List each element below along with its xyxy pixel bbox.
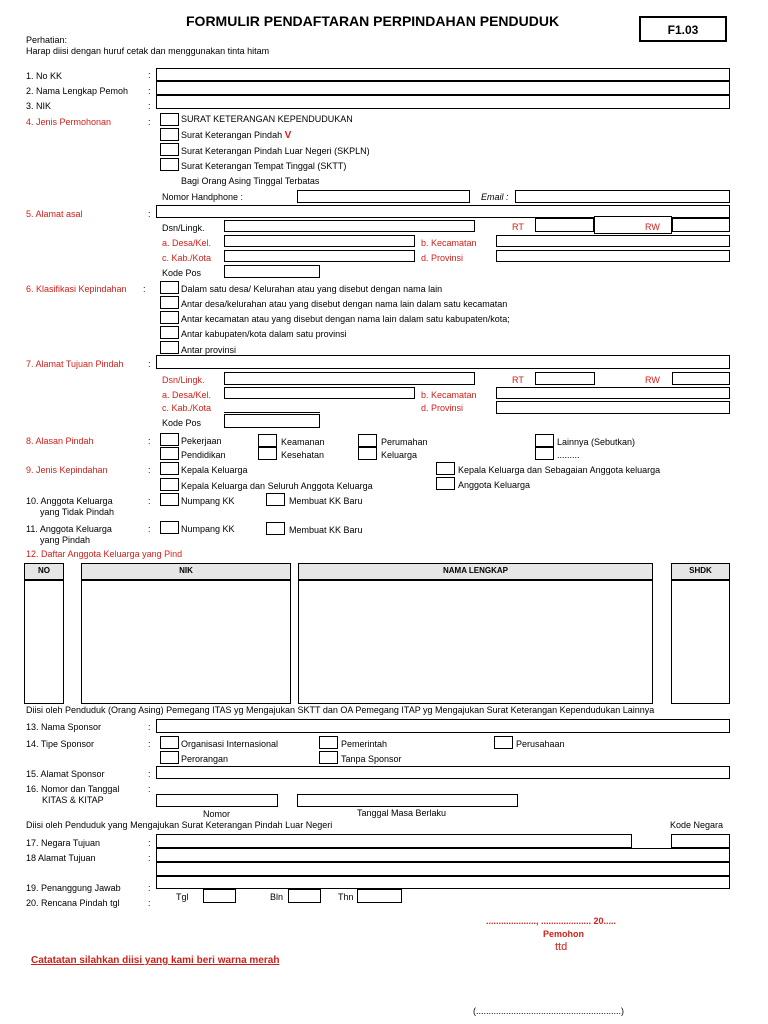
kab-input[interactable]: [224, 250, 415, 262]
tidak-pindah-baru: Membuat KK Baru: [289, 496, 363, 506]
table-header-shdk: SHDK: [671, 563, 730, 580]
colon: :: [148, 784, 151, 794]
kecamatan-label: b. Kecamatan: [421, 238, 477, 248]
daftar-anggota-label: 12. Daftar Anggota Keluarga yang Pind: [26, 549, 183, 559]
email-input[interactable]: [515, 190, 730, 203]
desa-label: a. Desa/Kel.: [162, 238, 212, 248]
kodepos-input[interactable]: [224, 265, 320, 278]
no-kk-input[interactable]: [156, 68, 730, 81]
sponsor-org: Organisasi Internasional: [181, 739, 279, 749]
alamat-tujuan-ln-input-2[interactable]: [156, 862, 730, 876]
signature-name-line[interactable]: (..........................................................): [473, 1006, 625, 1016]
permohonan-checkbox-3[interactable]: [160, 143, 179, 156]
permohonan-option-1: SURAT KETERANGAN KEPENDUDUKAN: [181, 114, 353, 124]
permohonan-option-2: Surat Keterangan Pindah V: [181, 130, 292, 141]
kitas-tanggal-label: Tanggal Masa Berlaku: [357, 808, 447, 818]
klasifikasi-option-1: Dalam satu desa/ Kelurahan atau yang disebut dengan nama lain: [181, 284, 443, 294]
sponsor-tipe-label: 14. Tipe Sponsor: [26, 739, 95, 749]
desa-tujuan-input[interactable]: [224, 387, 415, 399]
kitas-nomor-label: Nomor: [203, 809, 231, 819]
table-header-nama: NAMA LENGKAP: [298, 563, 653, 580]
rw-box: [594, 216, 672, 234]
pemohon-label: Pemohon: [543, 929, 585, 939]
phone-label: Nomor Handphone :: [162, 192, 244, 202]
foreign-note: Diisi oleh Penduduk (Orang Asing) Pemegang ITAS yg Mengajukan SKTT dan OA Pemegang ITAP yg Mengajukan Surat Keterangan Kependudukan Lainnya: [26, 705, 655, 715]
place-date: ...................., .................... 20.....: [486, 916, 617, 926]
kitas-nomor-input[interactable]: [156, 794, 278, 807]
pindah-baru-checkbox[interactable]: [266, 522, 285, 535]
alasan-kesehatan-checkbox[interactable]: [258, 447, 277, 460]
alasan-pendidikan: Pendidikan: [181, 450, 226, 460]
negara-tujuan-label: 17. Negara Tujuan: [26, 838, 101, 848]
kab-tujuan-line[interactable]: [224, 399, 320, 413]
kepindahan-anggota: Anggota Keluarga: [458, 480, 531, 490]
colon: :: [148, 101, 151, 111]
rw-tujuan-label: RW: [645, 375, 660, 385]
permohonan-checkbox-1[interactable]: [160, 113, 179, 126]
thn-input[interactable]: [357, 889, 402, 903]
alasan-lainnya-checkbox-2[interactable]: [535, 447, 554, 460]
colon: :: [148, 898, 151, 908]
table-column-nama[interactable]: [298, 580, 653, 704]
rt-tujuan-input[interactable]: [535, 372, 595, 385]
klasifikasi-option-2: Antar desa/kelurahan atau yang disebut dengan nama lain dalam satu kecamatan: [181, 299, 508, 309]
alasan-pekerjaan-checkbox[interactable]: [160, 433, 179, 446]
kepindahan-kk-checkbox[interactable]: [160, 462, 179, 475]
sponsor-nama-label: 13. Nama Sponsor: [26, 722, 102, 732]
dsn-tujuan-input[interactable]: [224, 372, 475, 385]
tidak-pindah-numpang-checkbox[interactable]: [160, 493, 179, 506]
kode-negara-input[interactable]: [671, 834, 730, 848]
colon: :: [148, 496, 151, 506]
alamat-tujuan-ln-label: 18 Alamat Tujuan: [26, 853, 96, 863]
klasifikasi-option-3: Antar kecamatan atau yang disebut dengan nama lain dalam satu kabupaten/kota;: [181, 314, 510, 324]
kitas-tanggal-input[interactable]: [297, 794, 518, 807]
rt-input[interactable]: [535, 218, 594, 232]
colon: :: [148, 465, 151, 475]
penanggung-label: 19. Penanggung Jawab: [26, 883, 121, 893]
klasifikasi-checkbox-1[interactable]: [160, 281, 179, 294]
alasan-keamanan-checkbox[interactable]: [258, 434, 277, 447]
alasan-pendidikan-checkbox[interactable]: [160, 447, 179, 460]
dsn-label: Dsn/Lingk.: [162, 223, 205, 233]
colon: :: [148, 359, 151, 369]
colon: :: [148, 739, 151, 749]
table-column-nik[interactable]: [81, 580, 291, 704]
desa-tujuan-label: a. Desa/Kel.: [162, 390, 212, 400]
pindah-baru: Membuat KK Baru: [289, 525, 363, 535]
nik-input[interactable]: [156, 95, 730, 109]
tgl-label: Tgl: [176, 892, 189, 902]
alasan-keluarga: Keluarga: [381, 450, 418, 460]
colon: :: [148, 722, 151, 732]
alasan-lainnya: Lainnya (Sebutkan): [557, 437, 636, 447]
alamat-tujuan-ln-input[interactable]: [156, 848, 730, 862]
rw-tujuan-input[interactable]: [672, 372, 730, 385]
nik-label: 3. NIK: [26, 101, 52, 111]
desa-input[interactable]: [224, 235, 415, 247]
nama-input[interactable]: [156, 81, 730, 95]
colon: :: [148, 838, 151, 848]
dsn-input[interactable]: [224, 220, 475, 232]
klasifikasi-checkbox-2[interactable]: [160, 296, 179, 309]
alasan-perumahan-checkbox[interactable]: [358, 434, 377, 447]
bln-input[interactable]: [288, 889, 321, 903]
colon: :: [148, 436, 151, 446]
klasifikasi-checkbox-3[interactable]: [160, 311, 179, 324]
rt-label: RT: [512, 222, 524, 232]
rw-label: RW: [645, 222, 660, 232]
permohonan-option-3: Surat Keterangan Pindah Luar Negeri (SKPLN): [181, 146, 370, 156]
sponsor-org-checkbox[interactable]: [160, 736, 179, 749]
colon: :: [148, 853, 151, 863]
anggota-tidak-pindah-label-2: yang Tidak Pindah: [40, 507, 115, 517]
alasan-lainnya-checkbox[interactable]: [535, 434, 554, 447]
table-header-nik: NIK: [81, 563, 291, 580]
kecamatan-tujuan-label: b. Kecamatan: [421, 390, 477, 400]
sponsor-pemerintah: Pemerintah: [341, 739, 388, 749]
sponsor-alamat-label: 15. Alamat Sponsor: [26, 769, 105, 779]
kodepos-tujuan-label: Kode Pos: [162, 418, 202, 428]
provinsi-input[interactable]: [496, 250, 730, 262]
alasan-perumahan: Perumahan: [381, 437, 428, 447]
permohonan-checkbox-4[interactable]: [160, 158, 179, 171]
kab-tujuan-label: c. Kab./Kota: [162, 403, 212, 413]
rw-input[interactable]: [672, 218, 730, 232]
sponsor-perusahaan-checkbox[interactable]: [494, 736, 513, 749]
jenis-permohonan-label: 4. Jenis Permohonan: [26, 117, 112, 127]
footnote: Catatatan silahkan diisi yang kami beri warna merah: [31, 955, 280, 966]
anggota-tidak-pindah-label: 10. Anggota Keluarga: [26, 496, 113, 506]
colon: :: [148, 86, 151, 96]
alamat-asal-label: 5. Alamat asal: [26, 209, 83, 219]
tgl-input[interactable]: [203, 889, 236, 903]
dsn-tujuan-label: Dsn/Lingk.: [162, 375, 205, 385]
form-title: FORMULIR PENDAFTARAN PERPINDAHAN PENDUDUK: [186, 13, 560, 29]
jenis-kepindahan-label: 9. Jenis Kepindahan: [26, 465, 108, 475]
no-kk-label: 1. No KK: [26, 71, 63, 81]
sponsor-nama-input[interactable]: [156, 719, 730, 733]
sponsor-perusahaan: Perusahaan: [516, 739, 565, 749]
permohonan-option-4: Surat Keterangan Tempat Tinggal (SKTT): [181, 161, 347, 171]
kodepos-label: Kode Pos: [162, 268, 202, 278]
permohonan-checkbox-2[interactable]: [160, 128, 179, 141]
klasifikasi-label: 6. Klasifikasi Kepindahan: [26, 284, 127, 294]
kab-label: c. Kab./Kota: [162, 253, 212, 263]
alasan-kesehatan: Kesehatan: [281, 450, 325, 460]
table-column-no[interactable]: [24, 580, 64, 704]
kodepos-tujuan-input[interactable]: [224, 414, 320, 428]
table-column-shdk[interactable]: [671, 580, 730, 704]
alasan-pekerjaan: Pekerjaan: [181, 436, 222, 446]
sponsor-alamat-input[interactable]: [156, 766, 730, 779]
colon: :: [148, 524, 151, 534]
abroad-note: Diisi oleh Penduduk yang Mengajukan Surat Keterangan Pindah Luar Negeri: [26, 820, 333, 830]
kitas-label-2: KITAS & KITAP: [42, 795, 104, 805]
klasifikasi-option-5: Antar provinsi: [181, 345, 237, 355]
provinsi-label: d. Provinsi: [421, 253, 464, 263]
klasifikasi-checkbox-4[interactable]: [160, 326, 179, 339]
tidak-pindah-baru-checkbox[interactable]: [266, 493, 285, 506]
penanggung-input[interactable]: [156, 876, 730, 889]
kitas-label: 16. Nomor dan Tanggal: [26, 784, 120, 794]
klasifikasi-option-4: Antar kabupaten/kota dalam satu provinsi: [181, 329, 347, 339]
anggota-pindah-label: 11. Anggota Keluarga: [26, 524, 112, 534]
pindah-numpang-checkbox[interactable]: [160, 521, 179, 534]
tidak-pindah-numpang: Numpang KK: [181, 496, 235, 506]
colon: :: [148, 883, 151, 893]
alasan-label: 8. Alasan Pindah: [26, 436, 94, 446]
sponsor-perorangan: Perorangan: [181, 754, 229, 764]
colon: :: [143, 284, 146, 294]
kecamatan-input[interactable]: [496, 235, 730, 247]
kode-negara-label: Kode Negara: [670, 820, 724, 830]
kepindahan-kk-sebagian-checkbox[interactable]: [436, 462, 455, 475]
kepindahan-kk-seluruh: Kepala Keluarga dan Seluruh Anggota Keluarga: [181, 481, 373, 491]
klasifikasi-checkbox-5[interactable]: [160, 341, 179, 354]
kepindahan-kk-seluruh-checkbox[interactable]: [160, 478, 179, 491]
kecamatan-tujuan-input[interactable]: [496, 387, 730, 399]
rencana-label: 20. Rencana Pindah tgl: [26, 898, 120, 908]
sponsor-pemerintah-checkbox[interactable]: [319, 736, 338, 749]
provinsi-tujuan-label: d. Provinsi: [421, 403, 464, 413]
anggota-pindah-label-2: yang Pindah: [40, 535, 91, 545]
bln-label: Bln: [270, 892, 284, 902]
pindah-numpang: Numpang KK: [181, 524, 235, 534]
alasan-keamanan: Keamanan: [281, 437, 325, 447]
sponsor-tanpa: Tanpa Sponsor: [341, 754, 402, 764]
nama-label: 2. Nama Lengkap Pemoh: [26, 86, 129, 96]
alamat-tujuan-label: 7. Alamat Tujuan Pindah: [26, 359, 124, 369]
colon: :: [148, 209, 151, 219]
colon: :: [148, 70, 151, 80]
sponsor-tanpa-checkbox[interactable]: [319, 751, 338, 764]
table-header-no: NO: [24, 563, 64, 580]
kepindahan-anggota-checkbox[interactable]: [436, 477, 455, 490]
alasan-lainnya-dots: .........: [557, 450, 580, 460]
colon: :: [148, 117, 151, 127]
kepindahan-kk-sebagian: Kepala Keluarga dan Sebagaian Anggota keluarga: [458, 465, 661, 475]
colon: :: [148, 769, 151, 779]
notice-label: Perhatian:: [26, 35, 68, 45]
thn-label: Thn: [338, 892, 354, 902]
sponsor-perorangan-checkbox[interactable]: [160, 751, 179, 764]
form-code-box: F1.03: [639, 16, 727, 42]
phone-input[interactable]: [297, 190, 470, 203]
ttd-label: ttd: [555, 941, 568, 953]
notice-text: Harap diisi dengan huruf cetak dan menggunakan tinta hitam: [26, 46, 270, 56]
rt-tujuan-label: RT: [512, 375, 524, 385]
negara-tujuan-input[interactable]: [156, 834, 632, 848]
provinsi-tujuan-input[interactable]: [496, 401, 730, 414]
alasan-keluarga-checkbox[interactable]: [358, 447, 377, 460]
kepindahan-kk: Kepala Keluarga: [181, 465, 248, 475]
permohonan-option-4-sub: Bagi Orang Asing Tinggal Terbatas: [181, 176, 320, 186]
email-label: Email :: [481, 192, 509, 202]
alamat-tujuan-input[interactable]: [156, 355, 730, 369]
